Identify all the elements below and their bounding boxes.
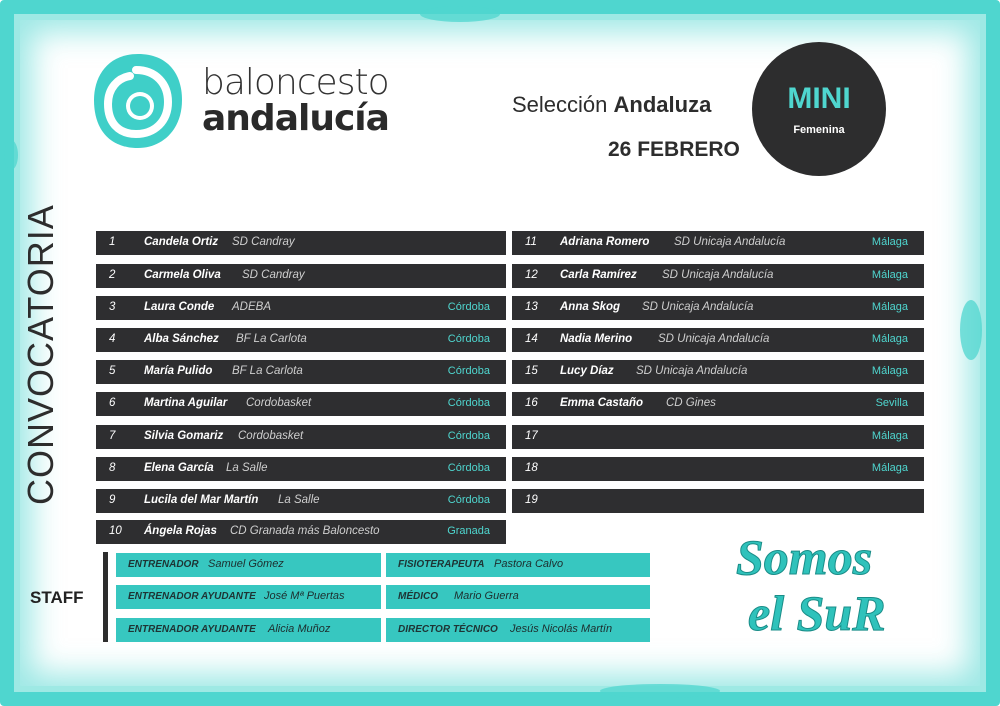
player-club: Cordobasket <box>246 397 312 409</box>
player-row <box>512 328 924 352</box>
player-province: Málaga <box>871 365 908 377</box>
player-row <box>96 489 506 513</box>
player-row <box>96 328 506 352</box>
player-number: 18 <box>525 462 538 474</box>
player-province: Córdoba <box>447 333 490 345</box>
staff-role: MÉDICO <box>398 591 438 602</box>
player-name: Lucy Díaz <box>560 365 614 377</box>
player-row <box>96 457 506 481</box>
player-club: CD Granada más Baloncesto <box>230 525 380 537</box>
slogan-line2: el SuR <box>748 585 886 641</box>
player-number: 14 <box>525 333 538 345</box>
player-club: SD Unicaja Andalucía <box>658 333 770 345</box>
splash-decoration <box>4 140 18 170</box>
staff-entry <box>386 618 650 642</box>
player-row <box>96 296 506 320</box>
splash-decoration <box>420 6 500 22</box>
staff-person: Samuel Gómez <box>208 558 284 570</box>
staff-entry <box>116 618 381 642</box>
player-number: 5 <box>109 365 116 377</box>
player-club: SD Unicaja Andalucía <box>662 269 774 281</box>
player-province: Córdoba <box>447 397 490 409</box>
player-name: Anna Skog <box>560 301 621 313</box>
player-province: Málaga <box>871 430 908 442</box>
staff-person: Mario Guerra <box>454 590 519 602</box>
somos-el-sur-slogan <box>728 522 928 642</box>
player-name: Carla Ramírez <box>560 269 637 281</box>
player-province: Málaga <box>871 462 908 474</box>
player-row <box>512 392 924 416</box>
player-province: Córdoba <box>447 365 490 377</box>
player-row <box>96 360 506 384</box>
federation-logo <box>88 48 388 158</box>
player-row <box>512 296 924 320</box>
selection-region: Andaluza <box>613 92 712 117</box>
player-province: Córdoba <box>447 430 490 442</box>
player-province: Málaga <box>871 269 908 281</box>
staff-entry <box>386 585 650 609</box>
category-name: MINI <box>787 82 851 115</box>
splash-decoration <box>960 300 982 360</box>
player-number: 6 <box>109 397 116 409</box>
player-province: Sevilla <box>875 397 908 409</box>
logo-text-baloncesto: baloncesto <box>202 62 389 103</box>
staff-divider <box>103 552 108 642</box>
player-name: Candela Ortiz <box>144 236 219 248</box>
player-number: 1 <box>109 236 116 248</box>
event-date: 26 FEBRERO <box>608 138 740 161</box>
player-number: 7 <box>109 430 116 442</box>
player-name: Adriana Romero <box>560 236 650 248</box>
player-name: Ángela Rojas <box>144 525 217 537</box>
staff-role: DIRECTOR TÉCNICO <box>398 624 498 635</box>
player-number: 16 <box>525 397 538 409</box>
player-club: La Salle <box>278 494 320 506</box>
player-row <box>512 231 924 255</box>
staff-person: Alicia Muñoz <box>268 623 331 635</box>
selection-prefix: Selección <box>512 92 608 117</box>
staff-person: José Mª Puertas <box>264 590 345 602</box>
player-name: Emma Castaño <box>560 397 644 409</box>
staff-entry <box>116 585 381 609</box>
player-club: SD Candray <box>232 236 295 248</box>
staff-person: Pastora Calvo <box>494 558 564 570</box>
player-club: SD Candray <box>242 269 305 281</box>
player-row <box>96 520 506 544</box>
player-row <box>96 264 506 288</box>
category-gender: Femenina <box>793 124 845 136</box>
player-number: 11 <box>525 236 537 248</box>
player-number: 3 <box>109 301 116 313</box>
player-club: BF La Carlota <box>236 333 307 345</box>
staff-role: FISIOTERAPEUTA <box>398 559 485 570</box>
player-name: María Pulido <box>144 365 213 377</box>
player-province: Málaga <box>871 301 908 313</box>
player-number: 2 <box>109 269 116 281</box>
player-number: 13 <box>525 301 538 313</box>
player-number: 10 <box>109 525 122 537</box>
player-row <box>512 489 924 513</box>
convocatoria-heading: CONVOCATORIA <box>20 204 61 505</box>
player-province: Córdoba <box>447 301 490 313</box>
logo-text-andalucia: andalucía <box>202 98 389 139</box>
player-name: Martina Aguilar <box>144 397 228 409</box>
player-number: 19 <box>525 494 538 506</box>
player-name: Nadia Merino <box>560 333 633 345</box>
player-name: Laura Conde <box>144 301 215 313</box>
player-row <box>96 392 506 416</box>
category-badge <box>752 42 886 176</box>
player-number: 15 <box>525 365 538 377</box>
player-row <box>512 360 924 384</box>
player-province: Málaga <box>871 333 908 345</box>
player-club: BF La Carlota <box>232 365 303 377</box>
player-name: Elena García <box>144 462 214 474</box>
staff-role: ENTRENADOR AYUDANTE <box>128 591 256 602</box>
selection-title <box>512 92 711 118</box>
basketball-logo-icon <box>88 48 188 152</box>
player-province: Granada <box>447 525 490 537</box>
player-row <box>512 457 924 481</box>
player-row <box>96 425 506 449</box>
player-club: SD Unicaja Andalucía <box>642 301 754 313</box>
player-club: La Salle <box>226 462 268 474</box>
player-club: ADEBA <box>232 301 271 313</box>
staff-label: STAFF <box>30 588 84 607</box>
player-name: Lucila del Mar Martín <box>144 494 259 506</box>
player-name: Alba Sánchez <box>144 333 219 345</box>
player-club: SD Unicaja Andalucía <box>636 365 748 377</box>
player-number: 8 <box>109 462 116 474</box>
player-province: Córdoba <box>447 462 490 474</box>
player-club: Cordobasket <box>238 430 304 442</box>
player-number: 4 <box>109 333 116 345</box>
player-province: Córdoba <box>447 494 490 506</box>
player-row <box>512 425 924 449</box>
slogan-line1: Somos <box>736 529 873 585</box>
splash-decoration <box>600 684 720 698</box>
player-club: SD Unicaja Andalucía <box>674 236 786 248</box>
player-name: Carmela Oliva <box>144 269 221 281</box>
player-number: 9 <box>109 494 116 506</box>
player-number: 17 <box>525 430 538 442</box>
player-row <box>512 264 924 288</box>
player-province: Málaga <box>871 236 908 248</box>
player-name: Silvia Gomariz <box>144 430 224 442</box>
staff-person: Jesús Nicolás Martín <box>510 623 613 635</box>
staff-entry <box>116 553 381 577</box>
player-number: 12 <box>525 269 538 281</box>
staff-role: ENTRENADOR <box>128 559 199 570</box>
player-row <box>96 231 506 255</box>
staff-role: ENTRENADOR AYUDANTE <box>128 624 256 635</box>
staff-entry <box>386 553 650 577</box>
player-club: CD Gines <box>666 397 716 409</box>
